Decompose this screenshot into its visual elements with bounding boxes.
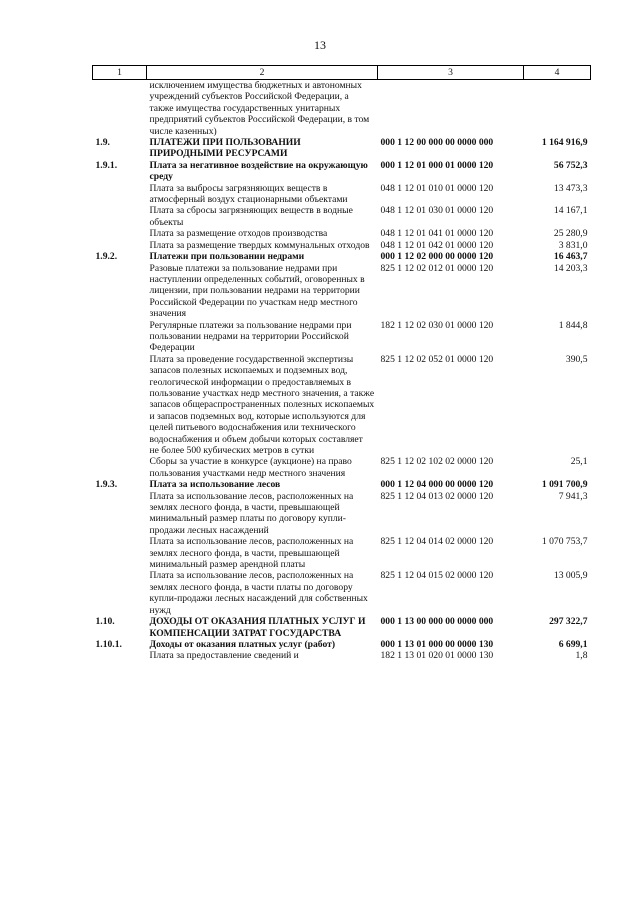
row-code <box>378 80 524 138</box>
row-code: 048 1 12 01 010 01 0000 120 <box>380 182 494 194</box>
row-name: Платежи при пользовании недрами <box>149 251 305 263</box>
row-amount: 1 091 700,9 <box>541 479 588 491</box>
row-amount: 3 831,0 <box>558 239 588 251</box>
row-name: Плата за использование лесов, расположенных на землях лесного фонда, в части платы по договору купли-продажи лесных насаждений для собственных нужд <box>149 570 368 616</box>
row-code: 000 1 12 02 000 00 0000 120 <box>380 251 494 263</box>
table-row <box>93 240 591 251</box>
table-row <box>93 137 591 160</box>
row-code: 825 1 12 04 013 02 0000 120 <box>380 490 494 502</box>
row-name: Плата за предоставление сведений и <box>149 650 299 662</box>
row-number: 1.9.1. <box>95 159 118 171</box>
row-code: 048 1 12 01 030 01 0000 120 <box>380 205 494 217</box>
header-col-1: 1 <box>93 66 147 80</box>
table-row <box>93 650 591 661</box>
row-number <box>93 320 147 354</box>
header-col-3: 3 <box>378 66 524 80</box>
row-code: 000 1 12 04 000 00 0000 120 <box>380 479 494 491</box>
row-name: ДОХОДЫ ОТ ОКАЗАНИЯ ПЛАТНЫХ УСЛУГ И КОМПЕНСАЦИИ ЗАТРАТ ГОСУДАРСТВА <box>149 616 366 639</box>
row-amount: 25 280,9 <box>553 228 588 240</box>
row-number: 1.9.3. <box>95 479 118 491</box>
row-name: исключением имущества бюджетных и автономных учреждений субъектов Российской Федерации, а также имущества государственных унитарных предприятий субъектов Российской Федерации, в том числе казенных) <box>149 80 370 137</box>
row-code: 825 1 12 02 012 01 0000 120 <box>380 262 494 274</box>
row-amount: 1 844,8 <box>558 319 588 331</box>
row-name: Плата за использование лесов, расположенных на землях лесного фонда, в части, превышающей минимальный размер арендной платы <box>149 536 354 571</box>
row-code: 000 1 13 00 000 00 0000 000 <box>380 616 494 628</box>
row-number: 1.9. <box>95 137 110 149</box>
row-amount: 16 463,7 <box>553 251 588 263</box>
row-number <box>93 183 147 206</box>
row-number: 1.10.1. <box>95 638 122 650</box>
row-name: Плата за выбросы загрязняющих веществ в атмосферный воздух стационарными объектами <box>149 182 348 206</box>
row-number <box>93 205 147 228</box>
table-row <box>93 160 591 183</box>
revenue-table <box>92 65 591 662</box>
row-amount: 1 070 753,7 <box>541 536 588 548</box>
row-name: Плата за размещение твердых коммунальных отходов <box>149 239 370 251</box>
table-row <box>93 251 591 262</box>
table-row <box>93 183 591 206</box>
row-code: 825 1 12 04 014 02 0000 120 <box>380 536 494 548</box>
row-name: ПЛАТЕЖИ ПРИ ПОЛЬЗОВАНИИ ПРИРОДНЫМИ РЕСУРСАМИ <box>149 137 301 160</box>
row-code: 000 1 12 00 000 00 0000 000 <box>380 137 494 149</box>
row-amount: 1 164 916,9 <box>541 137 588 149</box>
row-number <box>93 354 147 457</box>
table-row <box>93 479 591 490</box>
row-name: Плата за проведение государственной экспертизы запасов полезных ископаемых и подземных вод, геологической информации о предоставляемых в пользование участках недр местного значения, а также запасов общераспространенных полезных ископаемых и запасов подземных вод, которые используются для целей питьевого водоснабжения или технического водоснабжения и объем добычи которых составляет не более 500 кубических метров в сутки <box>149 353 375 456</box>
row-name: Регулярные платежи за пользование недрами при пользовании недрами на территории Российской Федерации <box>149 319 352 354</box>
table-row <box>93 570 591 616</box>
row-number <box>93 491 147 537</box>
table-row <box>93 536 591 570</box>
row-code: 000 1 12 01 000 01 0000 120 <box>380 159 494 171</box>
page-number: 13 <box>314 38 326 52</box>
row-amount: 13 473,3 <box>553 182 588 194</box>
row-name: Плата за размещение отходов производства <box>149 228 328 240</box>
row-amount: 14 203,3 <box>553 262 588 274</box>
row-name: Доходы от оказания платных услуг (работ) <box>149 638 336 650</box>
row-number: 1.10. <box>95 616 115 628</box>
header-col-2: 2 <box>147 66 378 80</box>
row-name: Плата за использование лесов <box>149 479 281 491</box>
row-amount: 6 699,1 <box>558 638 588 650</box>
table-row <box>93 205 591 228</box>
table-row <box>93 263 591 320</box>
row-code: 182 1 12 02 030 01 0000 120 <box>380 319 494 331</box>
row-code: 048 1 12 01 042 01 0000 120 <box>380 239 494 251</box>
row-number: 1.9.2. <box>95 251 118 263</box>
row-code: 182 1 13 01 020 01 0000 130 <box>380 650 494 662</box>
table-row <box>93 320 591 354</box>
row-number <box>93 228 147 239</box>
row-number <box>93 80 147 138</box>
row-number <box>93 456 147 479</box>
table-row <box>93 228 591 239</box>
row-code: 825 1 12 04 015 02 0000 120 <box>380 570 494 582</box>
row-number <box>93 570 147 616</box>
row-code: 000 1 13 01 000 00 0000 130 <box>380 638 494 650</box>
row-name: Разовые платежи за пользование недрами при наступлении определенных событий, оговоренных в лицензии, при пользовании недрами на территории Российской Федерации по участкам недр местного значения <box>149 262 365 320</box>
table-row <box>93 639 591 650</box>
table-body <box>93 80 591 662</box>
row-amount: 297 322,7 <box>549 616 588 628</box>
row-name: Плата за негативное воздействие на окружающую среду <box>149 159 368 183</box>
header-col-4: 4 <box>524 66 591 80</box>
table-row <box>93 354 591 457</box>
row-number <box>93 536 147 570</box>
row-number <box>93 240 147 251</box>
row-amount: 13 005,9 <box>553 570 588 582</box>
row-amount: 1,8 <box>575 650 588 662</box>
row-name: Сборы за участие в конкурсе (аукционе) на право пользования участками недр местного значения <box>149 456 352 479</box>
row-code: 825 1 12 02 052 01 0000 120 <box>380 353 494 365</box>
row-amount: 14 167,1 <box>553 205 588 217</box>
table-row <box>93 491 591 537</box>
row-number <box>93 650 147 661</box>
table-row <box>93 456 591 479</box>
row-code: 048 1 12 01 041 01 0000 120 <box>380 228 494 240</box>
row-amount: 56 752,3 <box>553 159 588 171</box>
row-number <box>93 263 147 320</box>
row-amount: 7 941,3 <box>558 490 588 502</box>
row-code: 825 1 12 02 102 02 0000 120 <box>380 456 494 468</box>
row-name: Плата за использование лесов, расположенных на землях лесного фонда, в части, превышающей минимальный размер платы по договору купли-продажи лесных насаждений <box>149 490 354 536</box>
row-amount: 390,5 <box>565 353 588 365</box>
table-row <box>93 616 591 639</box>
table-row <box>93 80 591 138</box>
row-amount: 25,1 <box>570 456 588 468</box>
table-header <box>93 66 591 80</box>
row-amount <box>524 80 591 138</box>
row-name: Плата за сбросы загрязняющих веществ в водные объекты <box>149 205 353 228</box>
